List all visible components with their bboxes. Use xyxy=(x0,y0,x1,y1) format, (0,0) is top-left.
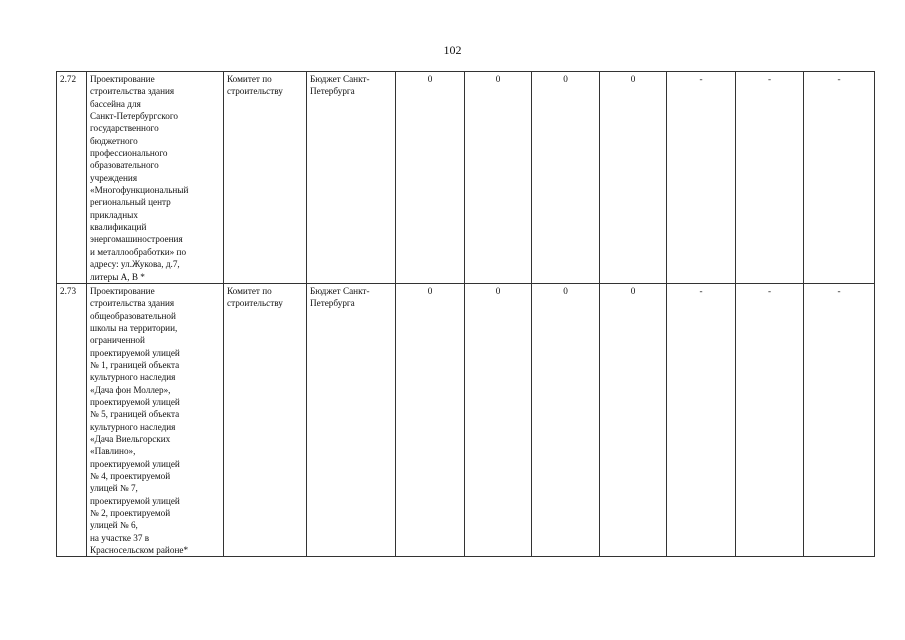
value-cell: 0 xyxy=(396,283,465,557)
row-name-text: Проектирование строительства здания бассейна для Санкт-Петербургского государственного бюджетного профессионального образовательного учреждения «Многофункциональный региональный центр прикладных квалификаций энергомашиностроения и металлообработки» по адресу: ул.Жукова, д.7, литеры А, В * xyxy=(90,74,189,282)
value-cell: 0 xyxy=(600,72,667,284)
executor-cell: Комитет по строительству xyxy=(224,72,307,284)
table-row xyxy=(57,283,875,557)
executor-cell: Комитет по строительству xyxy=(224,283,307,557)
value-cell: - xyxy=(667,72,736,284)
page-number: 102 xyxy=(443,43,462,57)
funding-source-cell: Бюджет Санкт-Петербурга xyxy=(307,283,396,557)
budget-table xyxy=(56,71,875,557)
value-cell: - xyxy=(667,283,736,557)
value-cell: - xyxy=(804,72,875,284)
value-cell: - xyxy=(736,283,804,557)
funding-source-cell: Бюджет Санкт-Петербурга xyxy=(307,72,396,284)
row-name-cell xyxy=(87,72,224,284)
value-cell: 0 xyxy=(396,72,465,284)
row-number-cell: 2.73 xyxy=(57,283,87,557)
value-cell: 0 xyxy=(465,72,532,284)
table-row xyxy=(57,72,875,284)
value-cell: 0 xyxy=(532,283,600,557)
value-cell: - xyxy=(804,283,875,557)
value-cell: - xyxy=(736,72,804,284)
row-name-text: Проектирование строительства здания общеобразовательной школы на территории, ограниченной проектируемой улицей № 1, границей объекта культурного наследия «Дача фон Моллер», проектируемой улицей № 5, границей объекта культурного наследия «Дача Виельгорских «Павлино», проектируемой улицей № 4, проектируемой улицей № 7, проектируемой улицей № 2, проектируемой улицей № 6, на участке 37 в Красносельском районе* xyxy=(90,285,189,556)
value-cell: 0 xyxy=(465,283,532,557)
row-number-cell: 2.72 xyxy=(57,72,87,284)
value-cell: 0 xyxy=(532,72,600,284)
value-cell: 0 xyxy=(600,283,667,557)
row-name-cell xyxy=(87,283,224,557)
